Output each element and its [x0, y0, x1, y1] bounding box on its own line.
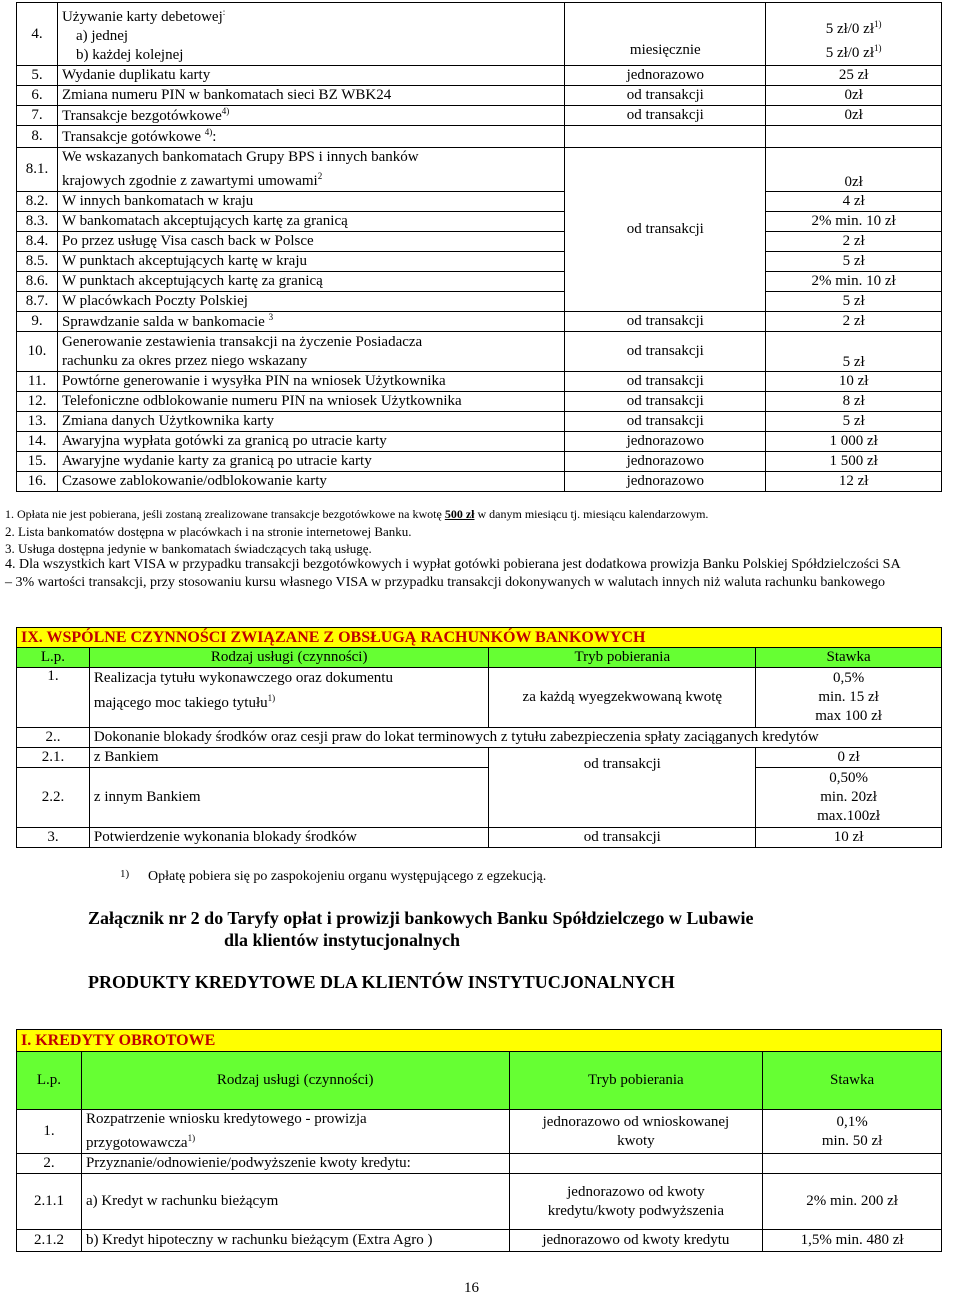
- table-row: [17, 728, 942, 748]
- table-row: [17, 1174, 942, 1230]
- rate-line: min. 20zł: [820, 789, 877, 805]
- service-name: [57, 106, 564, 126]
- service-name: Awaryjne wydanie karty za granicą po utracie karty: [57, 452, 564, 472]
- header-row: [17, 648, 942, 668]
- option-b: b) każdej kolejnej: [75, 47, 184, 63]
- service-name: Przyznanie/odnowienie/podwyższenie kwoty kredytu:: [81, 1154, 509, 1174]
- rate-line: min. 15 zł: [818, 689, 879, 705]
- common-services-table: [16, 627, 942, 848]
- table-row: [17, 1230, 942, 1252]
- charge-mode: za każdą wyegzekwowaną kwotę: [489, 668, 756, 728]
- superscript: 3: [268, 312, 274, 322]
- rate: 10 zł: [766, 372, 942, 392]
- service-name-text: Sprawdzanie salda w bankomacie: [61, 314, 265, 330]
- row-number: 13.: [17, 412, 58, 432]
- service-name: b) Kredyt hipoteczny w rachunku bieżącym (Extra Agro ): [81, 1230, 509, 1252]
- service-name: Dokonanie blokady środków oraz cesji praw do lokat terminowych z tytułu zabezpieczenia spłaty zaciąganych kredytów: [89, 728, 941, 748]
- superscript: 1): [267, 693, 276, 703]
- header-lp: L.p.: [17, 1052, 82, 1110]
- row-number: 14.: [17, 432, 58, 452]
- superscript: 2: [317, 171, 323, 181]
- row-number: 5.: [17, 66, 58, 86]
- table-row: [17, 292, 942, 312]
- charge-mode: jednorazowo od kwoty kredytu: [509, 1230, 763, 1252]
- row-number: 8.7.: [17, 292, 58, 312]
- service-line-1: Rozpatrzenie wniosku kredytowego - prowizja: [85, 1111, 367, 1127]
- table-row: [17, 148, 942, 192]
- row-number: 8.5.: [17, 252, 58, 272]
- row-number: 2.1.: [17, 748, 90, 768]
- note-4: 4. Dla wszystkich kart VISA w przypadku transakcji bezgotówkowych i wypłat gotówki pobierana jest dodatkowa prowizja Banku Polskiej Spółdzielczości SA – 3% wartości transakcji, przy stosowaniu kursu własnego VISA w przypadku transakcji dokonywanych w walutach innych niż waluta rachunku bankowego: [5, 557, 900, 590]
- colon: :: [212, 129, 217, 145]
- rate: [756, 768, 942, 828]
- table-row: [17, 668, 942, 728]
- table-row: [17, 412, 942, 432]
- rate: 5 zł: [766, 252, 942, 272]
- header-mode: Tryb pobierania: [489, 648, 756, 668]
- charge-mode: od transakcji: [489, 828, 756, 848]
- rate: [766, 3, 942, 66]
- rate: 2% min. 10 zł: [766, 272, 942, 292]
- row-number: 2.: [17, 1154, 82, 1174]
- service-name: z Bankiem: [89, 748, 489, 768]
- charge-mode: jednorazowo: [565, 432, 766, 452]
- table-row: [17, 232, 942, 252]
- charge-mode: od transakcji: [565, 106, 766, 126]
- note-2: 2. Lista bankomatów dostępna w placówkach i na stronie internetowej Banku.: [5, 524, 412, 539]
- rate: 0zł: [766, 86, 942, 106]
- row-number: 8.2.: [17, 192, 58, 212]
- table-row: [17, 1110, 942, 1154]
- rate: 25 zł: [766, 66, 942, 86]
- header-rate: Stawka: [763, 1052, 942, 1110]
- table-row: [17, 332, 942, 372]
- row-number: 8.1.: [17, 148, 58, 192]
- row-number: 8.: [17, 126, 58, 148]
- service-name: [81, 1110, 509, 1154]
- row-number: 1.: [17, 1110, 82, 1154]
- table-row: [17, 372, 942, 392]
- credit-fees-table: [16, 1029, 942, 1252]
- row-number: 8.4.: [17, 232, 58, 252]
- row-number: 3.: [17, 828, 90, 848]
- section-title: IX. WSPÓLNE CZYNNOŚCI ZWIĄZANE Z OBSŁUGĄ RACHUNKÓW BANKOWYCH: [17, 628, 942, 648]
- rate: 10 zł: [756, 828, 942, 848]
- rate-line: min. 50 zł: [821, 1132, 883, 1149]
- charge-mode: [509, 1110, 763, 1154]
- service-name: z innym Bankiem: [89, 768, 489, 828]
- rate: 0zł: [766, 106, 942, 126]
- service-name: Awaryjna wypłata gotówki za granicą po utracie karty: [57, 432, 564, 452]
- superscript: 1): [874, 43, 882, 53]
- rate: 1 500 zł: [766, 452, 942, 472]
- table-row: [17, 452, 942, 472]
- table-row: [17, 192, 942, 212]
- charge-mode: od transakcji: [565, 332, 766, 372]
- row-number: 8.6.: [17, 272, 58, 292]
- header-service: Rodzaj usługi (czynności): [89, 648, 489, 668]
- rate-a: 5 zł/0 zł: [825, 21, 875, 37]
- table-row: [17, 828, 942, 848]
- table-row: [17, 312, 942, 332]
- section-title-row: [17, 628, 942, 648]
- table-row: [17, 748, 942, 768]
- table-row: [17, 3, 942, 66]
- rate: 2 zł: [766, 312, 942, 332]
- row-number: 2.1.1: [17, 1174, 82, 1230]
- charge-mode: od transakcji: [565, 148, 766, 312]
- table-row: [17, 212, 942, 232]
- service-name: [57, 332, 564, 372]
- empty-cell: [565, 126, 766, 148]
- footnote-mark: 1): [120, 868, 130, 880]
- rate-line: max.100zł: [817, 808, 881, 824]
- row-number: 4.: [17, 3, 58, 66]
- table-row: [17, 1154, 942, 1174]
- empty-cell: [766, 126, 942, 148]
- mode-line: jednorazowo od wnioskowanej: [542, 1113, 730, 1130]
- service-name: W bankomatach akceptujących kartę za granicą: [57, 212, 564, 232]
- table-row: [17, 86, 942, 106]
- table-row: [17, 432, 942, 452]
- row-number: 7.: [17, 106, 58, 126]
- table-row: [17, 472, 942, 492]
- table-row: [17, 392, 942, 412]
- rate-line: 0,1%: [836, 1113, 868, 1130]
- service-name: Wydanie duplikatu karty: [57, 66, 564, 86]
- superscript: 1): [187, 1133, 196, 1143]
- rate: 8 zł: [766, 392, 942, 412]
- service-title: Używanie karty debetowej: [61, 9, 223, 25]
- table-row: [17, 252, 942, 272]
- charge-mode: od transakcji: [565, 372, 766, 392]
- charge-mode: jednorazowo: [565, 66, 766, 86]
- charge-mode: od transakcji: [565, 86, 766, 106]
- rate: 2 zł: [766, 232, 942, 252]
- footnote-text: Opłatę pobiera się po zaspokojeniu organu występującego z egzekucją.: [148, 869, 547, 884]
- note-1-amount: 500 zł: [444, 507, 475, 521]
- rate-b: 5 zł/0 zł: [825, 45, 875, 61]
- rate: [756, 668, 942, 728]
- superscript: 4): [204, 127, 213, 137]
- mode-line: jednorazowo od kwoty: [567, 1183, 705, 1200]
- row-number: 15.: [17, 452, 58, 472]
- table-row: [17, 66, 942, 86]
- table-row: [17, 768, 942, 828]
- rate-line: max 100 zł: [815, 708, 882, 724]
- mode-line: kwoty: [617, 1132, 655, 1149]
- mode-line: kredytu/kwoty podwyższenia: [547, 1202, 724, 1219]
- charge-mode: od transakcji: [565, 312, 766, 332]
- superscript: 1): [874, 19, 882, 29]
- annex-heading: Załącznik nr 2 do Taryfy opłat i prowizji bankowych Banku Spółdzielczego w Lubawie: [88, 908, 754, 928]
- page-number: 16: [464, 1280, 479, 1296]
- charge-mode: jednorazowo: [565, 472, 766, 492]
- service-line-2: krajowych zgodnie z zawartymi umowami: [61, 173, 318, 189]
- service-name: Zmiana numeru PIN w bankomatach sieci BZ WBK24: [57, 86, 564, 106]
- service-name: [89, 668, 489, 728]
- rate: 1 000 zł: [766, 432, 942, 452]
- header-rate: Stawka: [756, 648, 942, 668]
- service-name: Czasowe zablokowanie/odblokowanie karty: [57, 472, 564, 492]
- service-name: Telefoniczne odblokowanie numeru PIN na wniosek Użytkownika: [57, 392, 564, 412]
- rate: [763, 1110, 942, 1154]
- rate: 5 zł: [766, 332, 942, 372]
- card-fees-table: [16, 2, 942, 492]
- option-a: a) jednej: [75, 28, 129, 44]
- service-name: Potwierdzenie wykonania blokady środków: [89, 828, 489, 848]
- table-row: [17, 272, 942, 292]
- charge-mode: jednorazowo: [565, 452, 766, 472]
- table-row: [17, 126, 942, 148]
- charge-mode: od transakcji: [565, 412, 766, 432]
- service-line-2: przygotowawcza: [85, 1135, 188, 1151]
- table-row: [17, 106, 942, 126]
- row-number: 16.: [17, 472, 58, 492]
- superscript: :: [222, 7, 226, 17]
- service-name: [57, 126, 564, 148]
- row-number: 8.3.: [17, 212, 58, 232]
- row-number: 10.: [17, 332, 58, 372]
- charge-mode: [509, 1174, 763, 1230]
- header-service: Rodzaj usługi (czynności): [81, 1052, 509, 1110]
- note-1: [5, 507, 708, 522]
- row-number: 1.: [17, 668, 90, 728]
- note-1-text: 1. Opłata nie jest pobierana, jeśli zostaną zrealizowane transakcje bezgotówkowe na kwotę: [5, 507, 442, 521]
- rate: 5 zł: [766, 412, 942, 432]
- service-name: [57, 148, 564, 192]
- service-name-text: Transakcje gotówkowe: [61, 129, 201, 145]
- row-number: 6.: [17, 86, 58, 106]
- service-name: W placówkach Poczty Polskiej: [57, 292, 564, 312]
- row-number: 9.: [17, 312, 58, 332]
- rate: 12 zł: [766, 472, 942, 492]
- section-title: I. KREDYTY OBROTOWE: [17, 1030, 942, 1052]
- rate: 2% min. 200 zł: [763, 1174, 942, 1230]
- rate: 4 zł: [766, 192, 942, 212]
- service-name: a) Kredyt w rachunku bieżącym: [81, 1174, 509, 1230]
- header-mode: Tryb pobierania: [509, 1052, 763, 1110]
- products-heading: PRODUKTY KREDYTOWE DLA KLIENTÓW INSTYTUCJONALNYCH: [88, 972, 675, 992]
- rate: 2% min. 10 zł: [766, 212, 942, 232]
- rate: 5 zł: [766, 292, 942, 312]
- rate: 1,5% min. 480 zł: [763, 1230, 942, 1252]
- service-name: Powtórne generowanie i wysyłka PIN na wniosek Użytkownika: [57, 372, 564, 392]
- charge-mode-text: miesięcznie: [629, 42, 701, 58]
- charge-mode: [565, 3, 766, 66]
- service-line-1: Realizacja tytułu wykonawczego oraz dokumentu: [93, 670, 393, 686]
- service-line-2: mającego moc takiego tytułu: [93, 695, 268, 711]
- service-name: Po przez usługę Visa casch back w Polsce: [57, 232, 564, 252]
- row-number: 12.: [17, 392, 58, 412]
- row-number: 2..: [17, 728, 90, 748]
- superscript: 4): [221, 106, 230, 116]
- service-line-1: Generowanie zestawienia transakcji na życzenie Posiadacza: [61, 333, 423, 350]
- rate-line: 0,50%: [829, 770, 868, 786]
- empty-cell: [509, 1154, 763, 1174]
- service-line-2: rachunku za okres przez niego wskazany: [61, 352, 308, 369]
- row-number: 2.2.: [17, 768, 90, 828]
- header-row: [17, 1052, 942, 1110]
- rate-line: 0,5%: [832, 670, 865, 686]
- service-name: W punktach akceptujących kartę w kraju: [57, 252, 564, 272]
- note-3: 3. Usługa dostępna jedynie w bankomatach świadczących taką usługę.: [5, 541, 372, 556]
- empty-cell: [763, 1154, 942, 1174]
- service-name: [57, 3, 564, 66]
- rate: 0zł: [766, 148, 942, 192]
- service-name-text: Transakcje bezgotówkowe: [61, 108, 222, 124]
- service-name: [57, 312, 564, 332]
- header-lp: L.p.: [17, 648, 90, 668]
- service-name: W punktach akceptujących kartę za granicą: [57, 272, 564, 292]
- charge-mode: od transakcji: [489, 748, 756, 828]
- rate: 0 zł: [756, 748, 942, 768]
- row-number: 2.1.2: [17, 1230, 82, 1252]
- row-number: 11.: [17, 372, 58, 392]
- annex-subheading: dla klientów instytucjonalnych: [224, 930, 461, 950]
- service-name: Zmiana danych Użytkownika karty: [57, 412, 564, 432]
- service-line-1: We wskazanych bankomatach Grupy BPS i innych banków: [61, 149, 419, 165]
- section-title-row: [17, 1030, 942, 1052]
- note-1-text-end: w danym miesiącu tj. miesiącu kalendarzowym.: [477, 507, 709, 521]
- charge-mode: od transakcji: [565, 392, 766, 412]
- service-name: W innych bankomatach w kraju: [57, 192, 564, 212]
